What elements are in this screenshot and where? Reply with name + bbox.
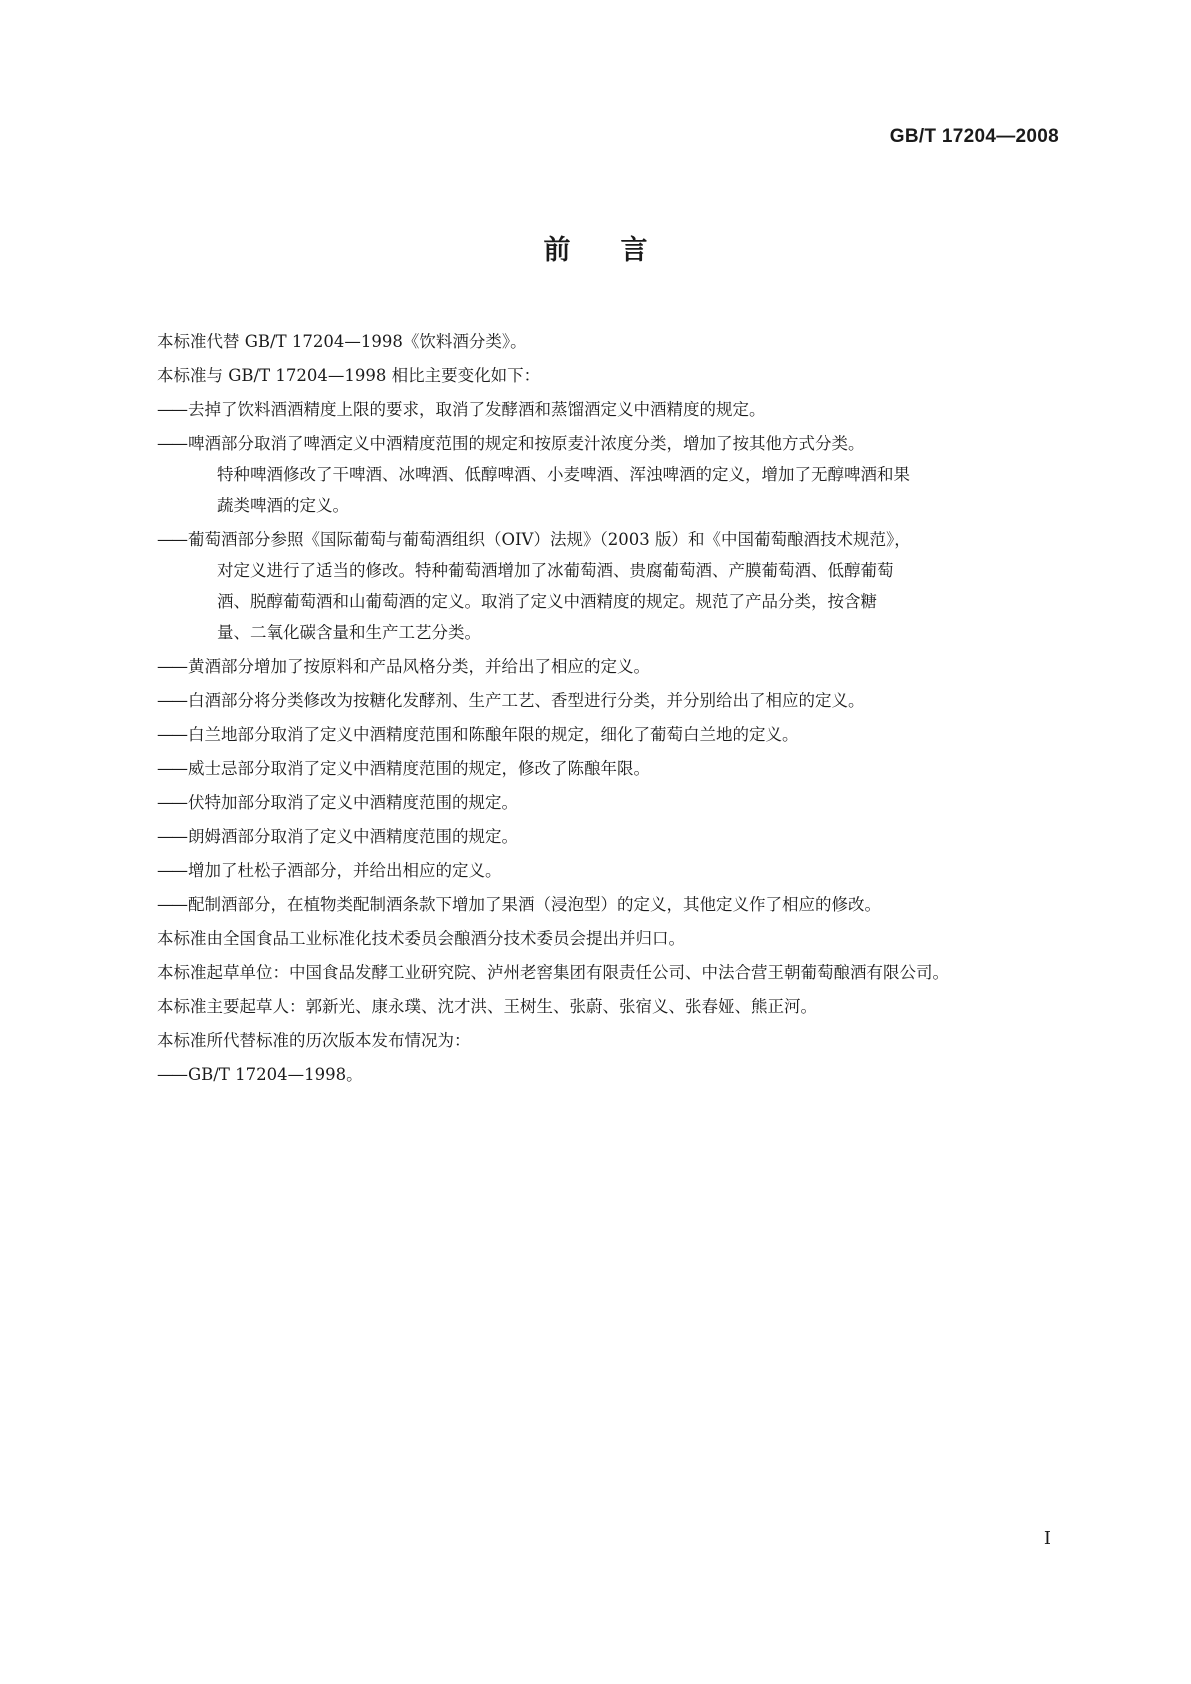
dash-marker: ——: [157, 434, 186, 453]
preface-body: [124, 326, 1064, 1093]
dash-marker: ——: [157, 895, 186, 914]
change-line: —— 伏特加部分取消了定义中酒精度范围的规定。: [157, 793, 518, 812]
change-item: [124, 524, 1064, 648]
dash-marker: ——: [157, 1065, 186, 1084]
change-line: —— 增加了杜松子酒部分，并给出相应的定义。: [157, 861, 502, 880]
change-item: [124, 651, 1064, 682]
dash-marker: ——: [157, 530, 186, 549]
drafters-paragraph: 本标准主要起草人：郭新光、康永璞、沈才洪、王树生、张蔚、张宿义、张春娅、熊正河。: [157, 997, 817, 1016]
standard-code: GB/T 17204—2008: [889, 126, 1059, 147]
dash-marker: ——: [157, 725, 186, 744]
change-line: —— 威士忌部分取消了定义中酒精度范围的规定，修改了陈酿年限。: [157, 759, 650, 778]
change-line: —— 白酒部分将分类修改为按糖化发酵剂、生产工艺、香型进行分类，并分别给出了相应的定义。: [157, 691, 865, 710]
proposer-paragraph: 本标准由全国食品工业标准化技术委员会酿酒分技术委员会提出并归口。: [157, 929, 685, 948]
change-line: 酒、脱醇葡萄酒和山葡萄酒的定义。取消了定义中酒精度的规定。规范了产品分类，按含糖: [217, 592, 877, 611]
change-line: —— 葡萄酒部分参照《国际葡萄与葡萄酒组织（OIV）法规》（2003 版）和《中国葡萄酿酒技术规范》，: [157, 530, 911, 549]
dash-marker: ——: [157, 759, 186, 778]
dash-marker: ——: [157, 793, 186, 812]
change-line: —— 去掉了饮料酒酒精度上限的要求，取消了发酵酒和蒸馏酒定义中酒精度的规定。: [157, 400, 766, 419]
change-item: [124, 719, 1064, 750]
change-item: [124, 855, 1064, 886]
dash-marker: ——: [157, 400, 186, 419]
history-line: —— GB/T 17204—1998。: [157, 1065, 363, 1084]
intro-paragraph-changes: 本标准与 GB/T 17204—1998 相比主要变化如下：: [157, 366, 541, 385]
dash-marker: ——: [157, 691, 186, 710]
dash-marker: ——: [157, 827, 186, 846]
page-title: 前言: [543, 235, 698, 266]
change-line: 蔬类啤酒的定义。: [217, 496, 349, 515]
change-line: —— 黄酒部分增加了按原料和产品风格分类，并给出了相应的定义。: [157, 657, 650, 676]
change-item: [124, 821, 1064, 852]
change-item: [124, 753, 1064, 784]
change-item: [124, 394, 1064, 425]
change-item: [124, 428, 1064, 521]
page-number: I: [1043, 1528, 1051, 1549]
change-line: —— 配制酒部分，在植物类配制酒条款下增加了果酒（浸泡型）的定义，其他定义作了相应的修改。: [157, 895, 881, 914]
dash-marker: ——: [157, 657, 186, 676]
change-line: —— 啤酒部分取消了啤酒定义中酒精度范围的规定和按原麦汁浓度分类，增加了按其他方式分类。: [157, 434, 865, 453]
change-item: [124, 889, 1064, 920]
change-line: 量、二氧化碳含量和生产工艺分类。: [217, 623, 481, 642]
history-intro-paragraph: 本标准所代替标准的历次版本发布情况为：: [157, 1031, 471, 1050]
change-line: 特种啤酒修改了干啤酒、冰啤酒、低醇啤酒、小麦啤酒、浑浊啤酒的定义，增加了无醇啤酒和果: [217, 465, 910, 484]
drafting-units-paragraph: 本标准起草单位：中国食品发酵工业研究院、泸州老窖集团有限责任公司、中法合营王朝葡萄酿酒有限公司。: [157, 963, 949, 982]
change-line: 对定义进行了适当的修改。特种葡萄酒增加了冰葡萄酒、贵腐葡萄酒、产膜葡萄酒、低醇葡萄: [217, 561, 894, 580]
change-item: [124, 787, 1064, 818]
dash-marker: ——: [157, 861, 186, 880]
change-line: —— 白兰地部分取消了定义中酒精度范围和陈酿年限的规定，细化了葡萄白兰地的定义。: [157, 725, 799, 744]
change-item: [124, 685, 1064, 716]
intro-paragraph-replaces: 本标准代替 GB/T 17204—1998《饮料酒分类》。: [157, 332, 527, 351]
history-item: [124, 1059, 1064, 1090]
change-line: —— 朗姆酒部分取消了定义中酒精度范围的规定。: [157, 827, 518, 846]
